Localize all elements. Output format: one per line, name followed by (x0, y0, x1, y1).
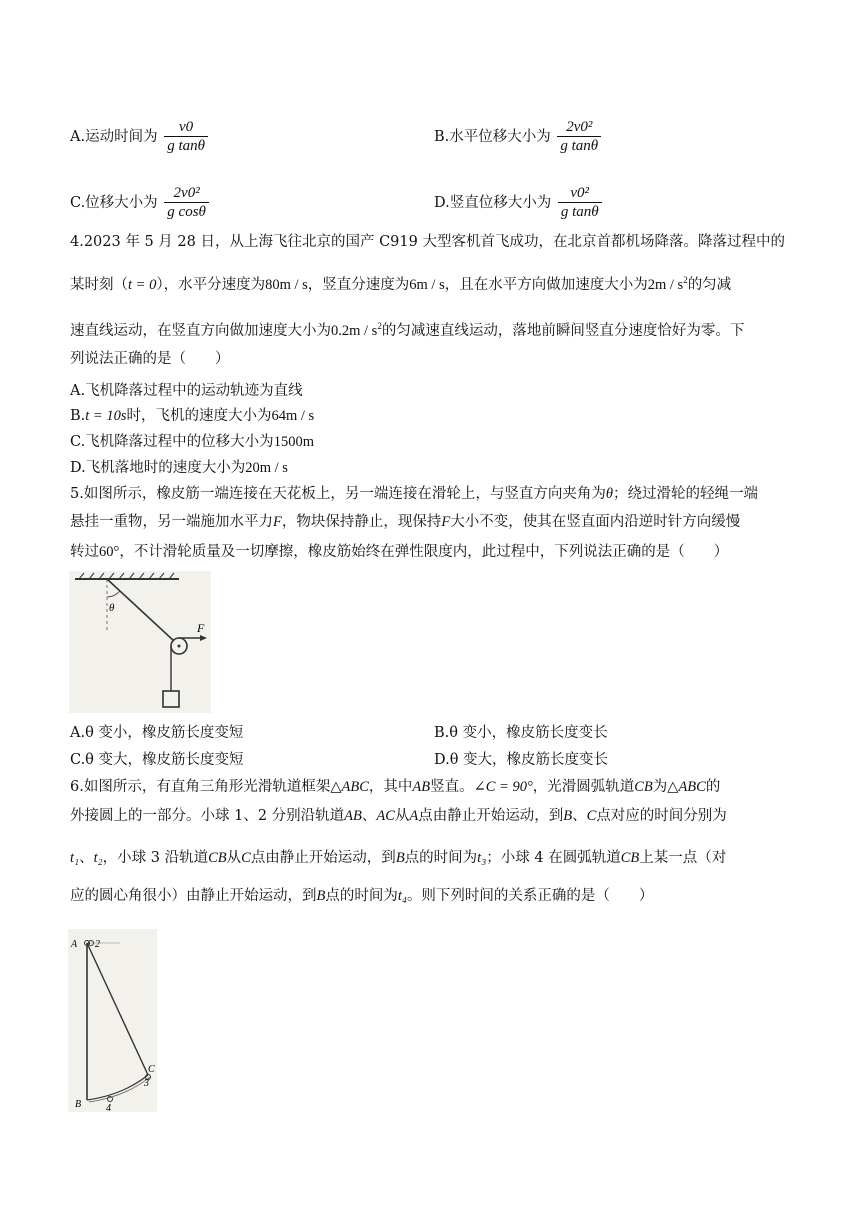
text-run: ，不计滑轮质量及一切摩擦，橡皮筋始终在弹性限度内，此过程中，下列说法正确的是（ ） (119, 544, 729, 560)
option-c-fraction (164, 184, 209, 222)
q6-line-4 (70, 886, 653, 906)
math-time: t = 10s (85, 408, 127, 424)
math-segment: AC (376, 808, 395, 824)
text-run: D.飞机落地时的速度大小为 (70, 460, 246, 476)
q6-figure-triangle (68, 929, 157, 1112)
text-run: B. (70, 408, 86, 424)
text-run: ，光滑圆弧轨道 (532, 779, 635, 795)
q4-line-3: 速直线运动，在竖直方向做加速度大小为$0.2m / s^2$的匀减速直线运动，落地前瞬间竖直分速度恰好为零。下 (70, 321, 745, 339)
q5-line-1 (70, 484, 758, 504)
math-point: C (241, 850, 251, 866)
math-segment: CB (634, 779, 653, 795)
text-run: 从 (226, 850, 242, 866)
text-run: 转过 (70, 544, 99, 560)
math-angle: ∠C = 90° (473, 779, 533, 795)
math-point: B (395, 850, 405, 866)
option-b-text: B.水平位移大小为 (434, 129, 551, 145)
math-point: B (563, 808, 573, 824)
math-point: C (586, 808, 597, 824)
fraction-denominator: g tanθ (560, 138, 599, 154)
math-horizontal-velocity: 80m / s (265, 276, 308, 293)
text-run: 竖直。 (430, 779, 474, 795)
text-run: 点的时间为 (404, 850, 478, 866)
text-run: 上某一点（对 (639, 850, 727, 866)
rubber-band-line (107, 579, 174, 641)
q5-option-d (434, 750, 608, 770)
fraction-denominator: g cosθ (167, 204, 206, 220)
label-2: 2 (95, 939, 100, 950)
force-arrow-head (200, 635, 207, 641)
q3-option-b (434, 118, 601, 156)
option-a-text: A.运动时间为 (70, 129, 158, 145)
math-force: F (273, 514, 282, 530)
math-displacement: 1500m (273, 434, 314, 450)
q4-line-4 (70, 349, 230, 369)
q5-line-3 (70, 542, 728, 562)
fraction-denominator: g tanθ (167, 138, 205, 154)
option-d-text: D.θ 变大，橡皮筋长度变长 (434, 752, 609, 768)
math-segment: AB (344, 808, 362, 824)
text-run: 6.如图所示，有直角三角形光滑轨道框架 (70, 779, 331, 795)
fraction-numerator: v0² (558, 184, 602, 203)
text-run: 点由静止开始运动，到 (418, 808, 564, 824)
theta-label: θ (109, 602, 115, 614)
text-run: 5.如图所示，橡皮筋一端连接在天花板上，另一端连接在滑轮上，与竖直方向夹角为 (70, 486, 606, 502)
hanging-block (163, 691, 179, 707)
math-landing-speed: 20m / s (245, 460, 288, 476)
q5-figure-pulley (69, 571, 211, 713)
option-b-fraction (557, 118, 601, 156)
text-run: C.飞机降落过程中的位移大小为 (70, 434, 274, 450)
option-a-text: A.θ 变小，橡皮筋长度变短 (70, 725, 244, 741)
text-run: 、 (79, 850, 94, 866)
text-run: 悬挂一重物，另一端施加水平力 (70, 514, 273, 530)
math-speed: 64m / s (271, 408, 315, 424)
text-run: 、 (572, 808, 587, 824)
q6-line-1 (70, 777, 720, 797)
force-label: F (197, 621, 205, 635)
text-run: ），水平分速度为 (156, 276, 266, 293)
math-time: t₃ (477, 850, 487, 866)
math-theta: θ (605, 486, 613, 502)
math-horizontal-accel: 2m / s (647, 276, 684, 293)
option-a-text: A.飞机降落过程中的运动轨迹为直线 (70, 383, 303, 399)
pulley-diagram (69, 571, 211, 713)
option-d-fraction (558, 184, 602, 222)
track-ac (87, 943, 148, 1075)
text-run: 的 (705, 779, 721, 795)
q4-option-b (70, 406, 314, 426)
q4-option-c (70, 432, 314, 452)
text-run: ，竖直分速度为 (307, 276, 410, 293)
math-vertical-velocity: 6m / s (409, 276, 445, 293)
q6-line-2 (70, 806, 727, 826)
label-4: 4 (106, 1103, 111, 1112)
label-a: A (71, 939, 78, 950)
q5-line-2 (70, 512, 740, 532)
text-run: 、 (361, 808, 377, 824)
text-run: 时，飞机的速度大小为 (126, 408, 272, 424)
option-a-fraction (164, 118, 208, 156)
fraction-numerator: v0 (164, 118, 208, 137)
q5-option-b (434, 723, 608, 743)
text-run: ，其中 (368, 779, 413, 795)
text-run: 从 (394, 808, 410, 824)
fraction-denominator: g tanθ (560, 204, 599, 220)
q3-option-d (434, 184, 602, 222)
text-run: 速直线运动，在竖直方向做加速度大小为 (70, 322, 331, 339)
math-segment: CB (620, 850, 640, 866)
q5-option-a (70, 723, 243, 743)
label-3: 3 (144, 1078, 149, 1089)
math-point: A (409, 808, 419, 824)
option-c-text: C.θ 变大，橡皮筋长度变短 (70, 752, 244, 768)
q3-option-a (70, 118, 208, 156)
fraction-numerator: 2v0² (557, 118, 601, 137)
text-run: 大小不变，使其在竖直面内沿逆时针方向缓慢 (450, 514, 741, 530)
label-b: B (75, 1099, 82, 1110)
option-b-text: B.θ 变小，橡皮筋长度变长 (434, 725, 608, 741)
math-time: t₁ (70, 850, 80, 866)
triangle-track-diagram (68, 929, 157, 1112)
option-d-text: D.竖直位移大小为 (434, 195, 552, 211)
fraction-numerator: 2v0² (164, 184, 209, 203)
q4-option-a (70, 381, 303, 401)
q4-prompt: 列说法正确的是（ ） (70, 351, 230, 367)
text-run: ；绕过滑轮的轻绳一端 (612, 486, 758, 502)
math-vertical-accel: 0.2m / s (331, 322, 378, 339)
text-run: ，小球 3 沿轨道 (102, 850, 209, 866)
q6-line-3 (70, 848, 726, 868)
text-run: 应的圆心角很小）由静止开始运动，到 (70, 888, 317, 904)
track-cb-arc (87, 1075, 148, 1100)
text-run: 点由静止开始运动，到 (250, 850, 396, 866)
math-t0: t = 0 (128, 276, 157, 293)
text-run: 外接圆上的一部分。小球 1、2 分别沿轨道 (70, 808, 345, 824)
math-point: B (316, 888, 326, 904)
math-triangle: △ABC (667, 779, 706, 795)
text-run: 的匀减 (687, 276, 732, 293)
math-time: t₄ (397, 888, 407, 904)
angle-arc (107, 591, 120, 597)
option-c-text: C.位移大小为 (70, 195, 158, 211)
text-run: 为 (652, 779, 668, 795)
text-run: ，且在水平方向做加速度大小为 (444, 276, 648, 293)
text-run: 。则下列时间的关系正确的是（ ） (406, 888, 654, 904)
text-run: 点的时间为 (325, 888, 398, 904)
text-run: 的匀减速直线运动，落地前瞬间竖直分速度恰好为零。下 (381, 322, 745, 339)
q5-option-c (70, 750, 244, 770)
q4-line-2: 某时刻（t = 0），水平分速度为80m / s，竖直分速度为6m / s，且在水平方向做加速度大小为$2m / s^2$的匀减 (70, 275, 732, 293)
math-angle: 60° (99, 544, 120, 560)
math-triangle: △ABC (330, 779, 369, 795)
text-run: ，物块保持静止，现保持 (281, 514, 442, 530)
math-time: t₂ (93, 850, 103, 866)
math-force: F (441, 514, 451, 530)
q3-option-c (70, 184, 209, 222)
label-c: C (148, 1064, 155, 1075)
text-run: 点对应的时间分别为 (596, 808, 727, 824)
q4-option-d (70, 458, 288, 478)
text-run: 某时刻（ (70, 276, 128, 293)
math-segment: CB (208, 850, 227, 866)
q4-line-1 (70, 232, 785, 252)
q4-stem-text: 4.2023 年 5 月 28 日，从上海飞往北京的国产 C919 大型客机首飞成功，在北京首都机场降落。降落过程中的 (70, 234, 785, 250)
pulley-axle (178, 645, 181, 648)
text-run: ；小球 4 在圆弧轨道 (486, 850, 621, 866)
math-segment: AB (412, 779, 431, 795)
